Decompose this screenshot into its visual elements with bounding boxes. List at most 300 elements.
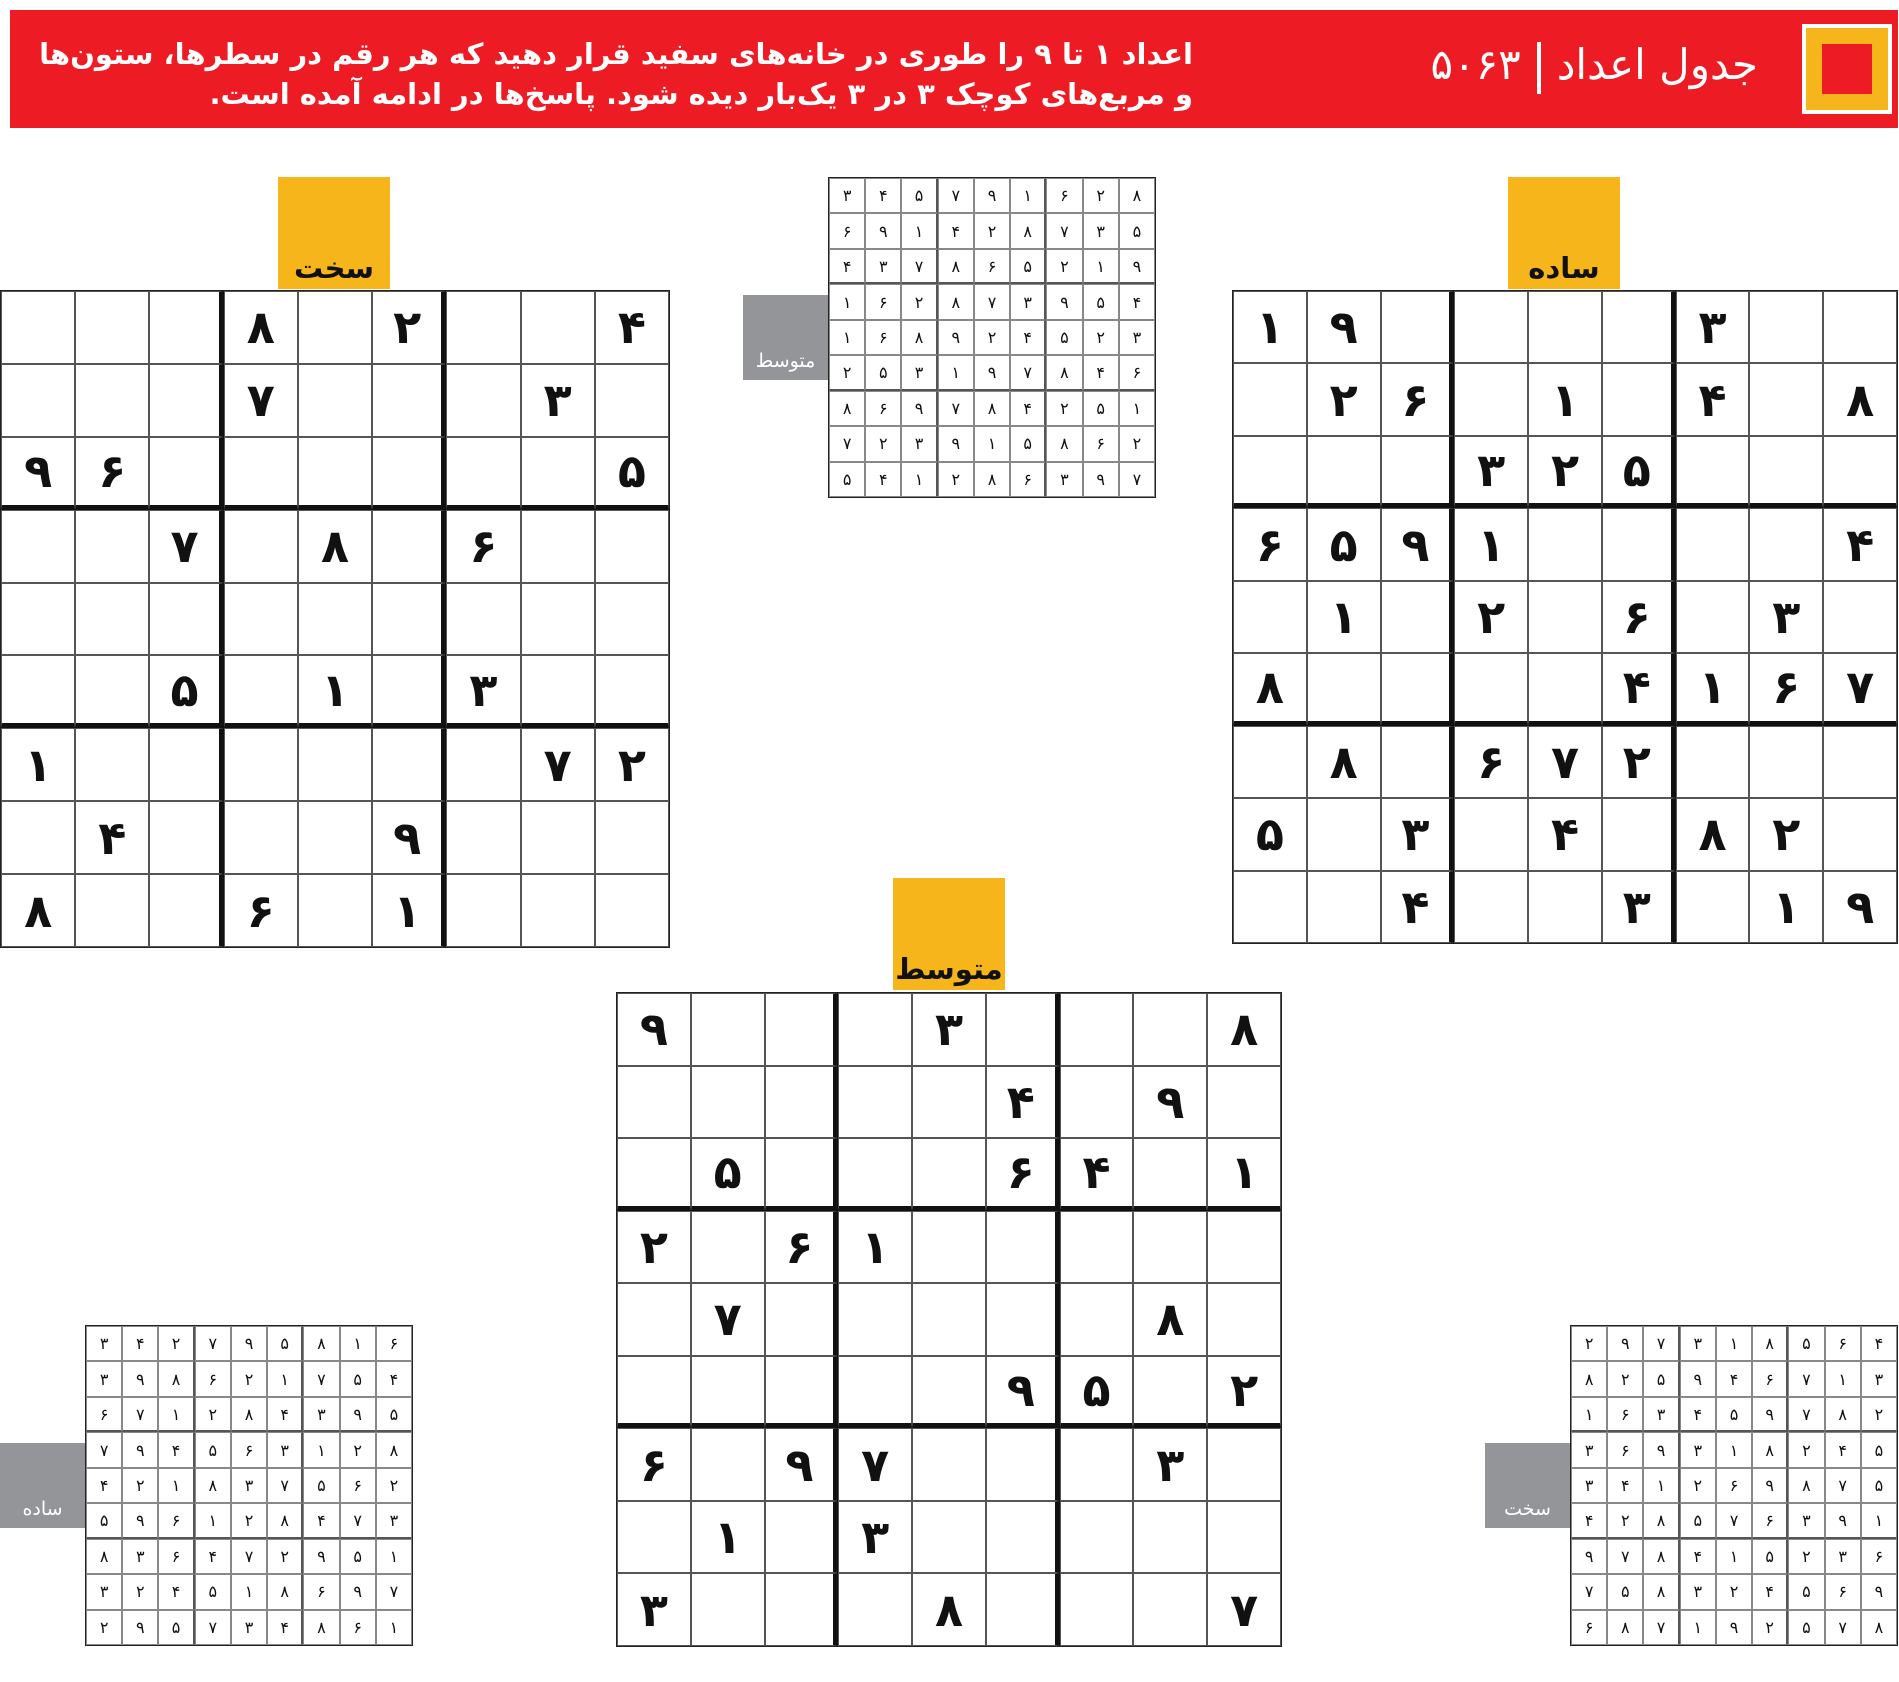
sudoku-cell[interactable]	[1233, 363, 1307, 435]
sudoku-cell[interactable]	[372, 510, 446, 583]
logo-inner	[1822, 44, 1872, 94]
sudoku-cell[interactable]	[1207, 1501, 1281, 1574]
sudoku-cell[interactable]	[224, 655, 298, 728]
sudoku-cell[interactable]	[691, 1573, 765, 1646]
sudoku-cell: ۱	[901, 213, 937, 248]
sudoku-cell: ۹	[617, 993, 691, 1066]
sudoku-cell[interactable]	[75, 874, 149, 947]
sudoku-cell: ۸	[195, 1468, 231, 1503]
sudoku-cell: ۶	[1825, 1326, 1861, 1361]
sudoku-cell[interactable]	[149, 583, 223, 656]
sudoku-cell[interactable]	[617, 1283, 691, 1356]
sudoku-cell[interactable]	[224, 437, 298, 510]
sudoku-cell[interactable]	[617, 1356, 691, 1429]
sudoku-cell: ۸	[1119, 178, 1155, 213]
sudoku-cell: ۶	[1825, 1574, 1861, 1609]
sudoku-cell: ۲	[158, 1326, 194, 1361]
sudoku-cell[interactable]	[224, 583, 298, 656]
sudoku-cell[interactable]	[1307, 436, 1381, 508]
sudoku-cell: ۸	[1233, 653, 1307, 725]
sudoku-cell[interactable]	[446, 801, 520, 874]
sudoku-cell[interactable]	[521, 801, 595, 874]
sudoku-cell: ۸	[938, 284, 974, 319]
sudoku-cell: ۵	[86, 1503, 122, 1538]
sudoku-cell: ۵	[595, 437, 669, 510]
sudoku-cell[interactable]	[1454, 653, 1528, 725]
sudoku-cell: ۴	[1823, 508, 1897, 580]
sudoku-cell[interactable]	[446, 291, 520, 364]
sudoku-cell[interactable]	[765, 1501, 839, 1574]
sudoku-cell[interactable]	[1233, 581, 1307, 653]
sudoku-cell[interactable]	[446, 874, 520, 947]
sudoku-cell[interactable]	[521, 655, 595, 728]
sudoku-cell: ۳	[267, 1432, 303, 1467]
sudoku-cell[interactable]	[1133, 1501, 1207, 1574]
sudoku-cell: ۳	[1046, 462, 1082, 497]
sudoku-cell: ۴	[1010, 320, 1046, 355]
sudoku-cell: ۳	[122, 1539, 158, 1574]
sudoku-grid-hard	[0, 290, 670, 948]
sudoku-cell: ۸	[224, 291, 298, 364]
sudoku-cell[interactable]	[1602, 508, 1676, 580]
sudoku-cell: ۱	[158, 1397, 194, 1432]
sudoku-cell: ۱	[1528, 363, 1602, 435]
sudoku-cell[interactable]	[1133, 1573, 1207, 1646]
answer-grid-hard	[1570, 1325, 1898, 1646]
sudoku-cell: ۱	[974, 426, 1010, 461]
sudoku-cell[interactable]	[1749, 508, 1823, 580]
sudoku-cell: ۹	[372, 801, 446, 874]
sudoku-cell[interactable]	[1528, 871, 1602, 943]
sudoku-cell: ۱	[1716, 1326, 1752, 1361]
sudoku-cell: ۸	[267, 1574, 303, 1609]
sudoku-cell[interactable]	[691, 1428, 765, 1501]
sudoku-cell: ۳	[829, 178, 865, 213]
sudoku-cell: ۴	[1716, 1361, 1752, 1396]
sudoku-cell: ۵	[1046, 320, 1082, 355]
sudoku-cell: ۸	[267, 1503, 303, 1538]
sudoku-cell: ۳	[1571, 1432, 1607, 1467]
sudoku-cell: ۴	[86, 1468, 122, 1503]
sudoku-cell: ۲	[1861, 1397, 1897, 1432]
sudoku-cell: ۴	[1676, 363, 1750, 435]
sudoku-cell[interactable]	[521, 437, 595, 510]
sudoku-cell[interactable]	[149, 874, 223, 947]
sudoku-cell: ۳	[1680, 1432, 1716, 1467]
sudoku-cell[interactable]	[1823, 726, 1897, 798]
sudoku-cell: ۱	[829, 320, 865, 355]
sudoku-cell[interactable]	[1823, 436, 1897, 508]
sudoku-cell: ۹	[974, 178, 1010, 213]
sudoku-cell[interactable]	[1133, 1211, 1207, 1284]
sudoku-cell: ۹	[901, 391, 937, 426]
sudoku-cell[interactable]	[912, 1066, 986, 1139]
sudoku-cell: ۲	[1083, 320, 1119, 355]
sudoku-cell[interactable]	[765, 1283, 839, 1356]
sudoku-cell[interactable]	[1, 291, 75, 364]
sudoku-cell: ۷	[195, 1326, 231, 1361]
sudoku-cell[interactable]	[446, 364, 520, 437]
sudoku-cell: ۹	[122, 1361, 158, 1396]
sudoku-cell: ۲	[974, 320, 1010, 355]
sudoku-cell[interactable]	[1749, 436, 1823, 508]
sudoku-cell[interactable]	[1, 364, 75, 437]
sudoku-cell: ۵	[865, 355, 901, 390]
sudoku-cell[interactable]	[446, 728, 520, 801]
sudoku-cell[interactable]	[1528, 291, 1602, 363]
sudoku-cell[interactable]	[765, 1573, 839, 1646]
sudoku-cell: ۱	[1454, 508, 1528, 580]
sudoku-cell[interactable]	[372, 655, 446, 728]
sudoku-cell: ۳	[1083, 213, 1119, 248]
sudoku-cell[interactable]	[1381, 581, 1455, 653]
sudoku-cell: ۴	[303, 1503, 339, 1538]
sudoku-cell: ۵	[1119, 213, 1155, 248]
sudoku-cell[interactable]	[595, 364, 669, 437]
sudoku-cell: ۱	[376, 1539, 412, 1574]
sudoku-cell: ۸	[376, 1432, 412, 1467]
sudoku-cell[interactable]	[691, 1356, 765, 1429]
title-number: ۵۰۶۳	[1430, 40, 1521, 89]
sudoku-cell: ۶	[1752, 1503, 1788, 1538]
sudoku-cell[interactable]	[1528, 508, 1602, 580]
sudoku-cell: ۸	[1752, 1432, 1788, 1467]
sudoku-cell[interactable]	[1676, 508, 1750, 580]
sudoku-cell: ۹	[1381, 508, 1455, 580]
sudoku-cell[interactable]	[595, 583, 669, 656]
sudoku-cell[interactable]	[521, 874, 595, 947]
sudoku-cell[interactable]	[1823, 291, 1897, 363]
sudoku-cell[interactable]	[986, 1283, 1060, 1356]
sudoku-cell: ۶	[829, 213, 865, 248]
sudoku-cell[interactable]	[1454, 363, 1528, 435]
sudoku-cell[interactable]	[1749, 726, 1823, 798]
sudoku-cell[interactable]	[1, 801, 75, 874]
sudoku-cell[interactable]	[1, 655, 75, 728]
sudoku-cell: ۹	[1307, 291, 1381, 363]
sudoku-cell: ۱	[1643, 1468, 1679, 1503]
sudoku-cell[interactable]	[765, 1138, 839, 1211]
sudoku-cell: ۴	[595, 291, 669, 364]
sudoku-cell: ۷	[1788, 1397, 1824, 1432]
sudoku-cell[interactable]	[298, 801, 372, 874]
sudoku-cell[interactable]	[446, 437, 520, 510]
sudoku-cell[interactable]	[1749, 291, 1823, 363]
sudoku-cell[interactable]	[1060, 1501, 1134, 1574]
sudoku-cell[interactable]	[224, 510, 298, 583]
sudoku-cell: ۲	[1788, 1539, 1824, 1574]
sudoku-cell: ۱	[195, 1503, 231, 1538]
sudoku-cell[interactable]	[298, 291, 372, 364]
sudoku-cell: ۷	[901, 249, 937, 284]
sudoku-cell[interactable]	[765, 1356, 839, 1429]
sudoku-cell[interactable]	[372, 583, 446, 656]
sudoku-cell: ۳	[1676, 291, 1750, 363]
sudoku-cell: ۵	[1307, 508, 1381, 580]
sudoku-cell[interactable]	[838, 1283, 912, 1356]
sudoku-cell[interactable]	[298, 874, 372, 947]
sudoku-cell: ۸	[1207, 993, 1281, 1066]
sudoku-cell[interactable]	[1528, 653, 1602, 725]
sudoku-cell: ۱	[829, 284, 865, 319]
sudoku-cell: ۶	[195, 1361, 231, 1396]
sudoku-cell[interactable]	[1233, 436, 1307, 508]
sudoku-cell[interactable]	[1060, 1211, 1134, 1284]
sudoku-cell: ۷	[1607, 1539, 1643, 1574]
sudoku-cell[interactable]	[298, 728, 372, 801]
sudoku-cell[interactable]	[1307, 798, 1381, 870]
sudoku-cell[interactable]	[617, 1066, 691, 1139]
sudoku-cell: ۵	[340, 1539, 376, 1574]
sudoku-cell: ۵	[1233, 798, 1307, 870]
sudoku-cell[interactable]	[1823, 581, 1897, 653]
sudoku-cell[interactable]	[1060, 1283, 1134, 1356]
sudoku-cell[interactable]	[1602, 363, 1676, 435]
sudoku-cell[interactable]	[372, 364, 446, 437]
sudoku-cell[interactable]	[1823, 798, 1897, 870]
sudoku-cell[interactable]	[595, 655, 669, 728]
sudoku-cell: ۴	[938, 213, 974, 248]
sudoku-cell: ۷	[1825, 1468, 1861, 1503]
sudoku-cell: ۸	[912, 1573, 986, 1646]
sudoku-cell[interactable]	[912, 1501, 986, 1574]
sudoku-cell: ۸	[1752, 1326, 1788, 1361]
sudoku-cell[interactable]	[1307, 653, 1381, 725]
sudoku-cell: ۱	[303, 1432, 339, 1467]
sudoku-cell: ۷	[86, 1432, 122, 1467]
sudoku-cell[interactable]	[75, 291, 149, 364]
sudoku-cell[interactable]	[1233, 871, 1307, 943]
sudoku-cell[interactable]	[521, 291, 595, 364]
sudoku-cell[interactable]	[75, 583, 149, 656]
sudoku-cell[interactable]	[1133, 1356, 1207, 1429]
sudoku-cell[interactable]	[1233, 726, 1307, 798]
sudoku-cell[interactable]	[1454, 798, 1528, 870]
sudoku-cell[interactable]	[838, 1356, 912, 1429]
sudoku-cell[interactable]	[838, 1138, 912, 1211]
sudoku-cell[interactable]	[1307, 871, 1381, 943]
sudoku-cell: ۱	[938, 355, 974, 390]
sudoku-cell[interactable]	[298, 364, 372, 437]
sudoku-cell: ۶	[1602, 581, 1676, 653]
sudoku-cell[interactable]	[595, 874, 669, 947]
sudoku-cell: ۹	[938, 320, 974, 355]
sudoku-cell[interactable]	[1749, 363, 1823, 435]
sudoku-cell[interactable]	[691, 1066, 765, 1139]
sudoku-cell[interactable]	[446, 583, 520, 656]
sudoku-cell[interactable]	[765, 1066, 839, 1139]
sudoku-cell[interactable]	[986, 1501, 1060, 1574]
sudoku-cell[interactable]	[1133, 1138, 1207, 1211]
sudoku-cell: ۳	[1680, 1574, 1716, 1609]
sudoku-cell: ۵	[1602, 436, 1676, 508]
sudoku-cell: ۸	[901, 320, 937, 355]
sudoku-cell: ۱	[1571, 1397, 1607, 1432]
sudoku-cell: ۲	[1607, 1361, 1643, 1396]
sudoku-cell[interactable]	[1, 510, 75, 583]
sudoku-cell: ۳	[617, 1573, 691, 1646]
sudoku-cell: ۹	[122, 1503, 158, 1538]
sudoku-cell[interactable]	[912, 1428, 986, 1501]
sudoku-cell: ۲	[195, 1397, 231, 1432]
sudoku-cell[interactable]	[1133, 993, 1207, 1066]
sudoku-cell: ۷	[829, 426, 865, 461]
sudoku-cell: ۳	[1602, 871, 1676, 943]
sudoku-cell[interactable]	[595, 801, 669, 874]
sudoku-cell: ۸	[1571, 1361, 1607, 1396]
sudoku-cell[interactable]	[1207, 1283, 1281, 1356]
arrow-corner-logo-icon	[1802, 24, 1892, 114]
sudoku-cell: ۲	[1752, 1610, 1788, 1645]
sudoku-cell[interactable]	[691, 1211, 765, 1284]
sudoku-cell: ۲	[1207, 1356, 1281, 1429]
sudoku-cell: ۱	[901, 462, 937, 497]
sudoku-cell: ۳	[901, 426, 937, 461]
sudoku-cell[interactable]	[372, 437, 446, 510]
sudoku-cell[interactable]	[838, 993, 912, 1066]
sudoku-cell: ۹	[865, 213, 901, 248]
sudoku-cell: ۴	[1528, 798, 1602, 870]
sudoku-cell: ۱	[691, 1501, 765, 1574]
sudoku-cell: ۴	[1861, 1326, 1897, 1361]
sudoku-cell: ۷	[122, 1397, 158, 1432]
sudoku-cell: ۸	[303, 1326, 339, 1361]
sudoku-cell: ۷	[838, 1428, 912, 1501]
sudoku-cell[interactable]	[1676, 436, 1750, 508]
sudoku-cell: ۹	[122, 1432, 158, 1467]
sudoku-cell: ۴	[1381, 871, 1455, 943]
sudoku-cell[interactable]	[298, 437, 372, 510]
sudoku-cell: ۷	[224, 364, 298, 437]
sudoku-cell: ۴	[376, 1361, 412, 1396]
sudoku-cell: ۵	[1861, 1468, 1897, 1503]
sudoku-cell[interactable]	[75, 510, 149, 583]
sudoku-cell[interactable]	[1454, 291, 1528, 363]
sudoku-cell: ۸	[1643, 1539, 1679, 1574]
sudoku-cell[interactable]	[1207, 1211, 1281, 1284]
sudoku-cell[interactable]	[1381, 291, 1455, 363]
sudoku-cell: ۶	[75, 437, 149, 510]
sudoku-cell[interactable]	[1676, 581, 1750, 653]
sudoku-cell[interactable]	[149, 364, 223, 437]
sudoku-cell[interactable]	[986, 1573, 1060, 1646]
sudoku-cell[interactable]	[765, 993, 839, 1066]
sudoku-cell: ۲	[595, 728, 669, 801]
sudoku-cell[interactable]	[617, 1501, 691, 1574]
sudoku-cell: ۲	[865, 426, 901, 461]
sudoku-cell[interactable]	[617, 1138, 691, 1211]
sudoku-cell: ۷	[149, 510, 223, 583]
sudoku-cell[interactable]	[1060, 993, 1134, 1066]
sudoku-cell: ۳	[1643, 1397, 1679, 1432]
sudoku-cell: ۴	[986, 1066, 1060, 1139]
sudoku-cell[interactable]	[149, 437, 223, 510]
sudoku-cell[interactable]	[149, 728, 223, 801]
sudoku-cell: ۶	[617, 1428, 691, 1501]
sudoku-cell[interactable]	[838, 1573, 912, 1646]
sudoku-cell: ۲	[267, 1539, 303, 1574]
sudoku-cell: ۹	[1119, 249, 1155, 284]
sudoku-cell: ۴	[1571, 1503, 1607, 1538]
sudoku-cell[interactable]	[1602, 798, 1676, 870]
sudoku-cell: ۳	[1861, 1361, 1897, 1396]
sudoku-cell: ۵	[158, 1610, 194, 1645]
sudoku-cell[interactable]	[1207, 1066, 1281, 1139]
sudoku-cell[interactable]	[912, 1138, 986, 1211]
sudoku-cell[interactable]	[1060, 1573, 1134, 1646]
sudoku-cell[interactable]	[1676, 871, 1750, 943]
sudoku-cell: ۸	[829, 391, 865, 426]
sudoku-cell: ۵	[1680, 1503, 1716, 1538]
sudoku-cell[interactable]	[1207, 1428, 1281, 1501]
sudoku-cell[interactable]	[372, 728, 446, 801]
sudoku-cell[interactable]	[1060, 1066, 1134, 1139]
sudoku-cell[interactable]	[75, 655, 149, 728]
sudoku-cell[interactable]	[298, 583, 372, 656]
sudoku-cell: ۸	[1643, 1574, 1679, 1609]
sudoku-cell: ۶	[224, 874, 298, 947]
sudoku-cell: ۷	[1528, 726, 1602, 798]
sudoku-cell[interactable]	[1, 583, 75, 656]
sudoku-cell[interactable]	[912, 1211, 986, 1284]
sudoku-cell: ۳	[901, 355, 937, 390]
sudoku-cell[interactable]	[986, 1428, 1060, 1501]
sudoku-cell: ۸	[974, 391, 1010, 426]
sudoku-cell[interactable]	[1381, 653, 1455, 725]
sudoku-cell: ۲	[1083, 178, 1119, 213]
sudoku-cell: ۸	[974, 462, 1010, 497]
sudoku-cell[interactable]	[838, 1066, 912, 1139]
sudoku-cell[interactable]	[224, 728, 298, 801]
sudoku-cell: ۱	[1010, 178, 1046, 213]
sudoku-cell[interactable]	[75, 364, 149, 437]
sudoku-cell: ۳	[446, 655, 520, 728]
sudoku-cell[interactable]	[595, 510, 669, 583]
sudoku-cell[interactable]	[149, 291, 223, 364]
sudoku-cell: ۵	[1788, 1574, 1824, 1609]
sudoku-cell[interactable]	[1676, 726, 1750, 798]
sudoku-cell[interactable]	[1528, 581, 1602, 653]
sudoku-cell: ۸	[1307, 726, 1381, 798]
sudoku-cell[interactable]	[521, 583, 595, 656]
sudoku-cell[interactable]	[521, 510, 595, 583]
sudoku-cell: ۵	[1752, 1539, 1788, 1574]
sudoku-cell[interactable]	[1454, 871, 1528, 943]
sudoku-cell: ۳	[1381, 798, 1455, 870]
sudoku-cell[interactable]	[912, 1356, 986, 1429]
sudoku-cell[interactable]	[1381, 436, 1455, 508]
sudoku-cell: ۳	[303, 1397, 339, 1432]
sudoku-cell[interactable]	[224, 801, 298, 874]
sudoku-cell: ۴	[1752, 1574, 1788, 1609]
sudoku-cell: ۹	[122, 1610, 158, 1645]
sudoku-cell: ۵	[901, 178, 937, 213]
sudoku-cell[interactable]	[1602, 291, 1676, 363]
sudoku-cell: ۴	[75, 801, 149, 874]
sudoku-cell[interactable]	[75, 728, 149, 801]
sudoku-cell: ۹	[1752, 1397, 1788, 1432]
sudoku-cell: ۵	[1716, 1397, 1752, 1432]
sudoku-cell: ۱	[158, 1468, 194, 1503]
sudoku-cell[interactable]	[986, 1211, 1060, 1284]
sudoku-cell[interactable]	[986, 993, 1060, 1066]
sudoku-cell: ۴	[1680, 1539, 1716, 1574]
sudoku-cell[interactable]	[149, 801, 223, 874]
sudoku-cell[interactable]	[1381, 726, 1455, 798]
sudoku-cell[interactable]	[1060, 1428, 1134, 1501]
sudoku-cell[interactable]	[691, 993, 765, 1066]
sudoku-cell[interactable]	[912, 1283, 986, 1356]
